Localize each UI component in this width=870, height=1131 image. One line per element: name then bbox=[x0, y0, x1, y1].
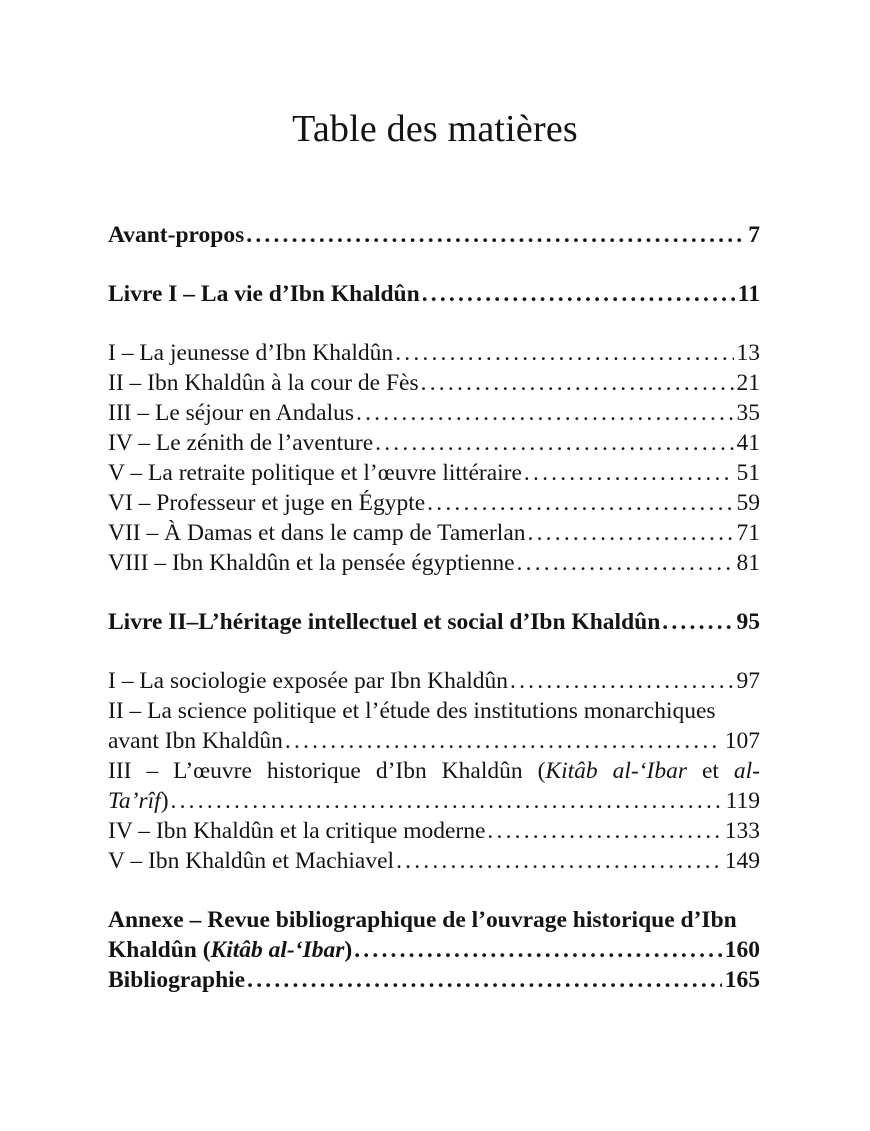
spacer bbox=[108, 578, 760, 607]
label-word: et bbox=[701, 758, 719, 784]
toc-entry-label bbox=[108, 756, 760, 786]
dot-leader bbox=[171, 786, 723, 816]
dot-leader bbox=[487, 816, 721, 846]
toc-entry-page: 119 bbox=[725, 788, 760, 814]
toc-entry-label: VI – Professeur et juge en Égypte bbox=[108, 490, 426, 516]
toc-entry-bibliographie[interactable] bbox=[108, 965, 760, 995]
toc-entry-chapter[interactable] bbox=[108, 458, 760, 488]
toc-entry-label: II – La science politique et l’étude des institutions monarchiques bbox=[108, 698, 716, 724]
dot-leader bbox=[517, 548, 734, 578]
toc-entry-page: 13 bbox=[736, 340, 760, 366]
dot-leader bbox=[247, 965, 722, 995]
dot-leader bbox=[356, 398, 733, 428]
toc-entry-annexe-line2[interactable] bbox=[108, 935, 760, 965]
dot-leader bbox=[422, 279, 735, 309]
dot-leader bbox=[396, 846, 722, 876]
toc-entry-label: Ta’rîf) bbox=[108, 788, 169, 814]
label-word: historique bbox=[266, 758, 361, 784]
dot-leader bbox=[510, 666, 733, 696]
toc-entry-chapter[interactable] bbox=[108, 368, 760, 398]
toc-entry-livre-2[interactable] bbox=[108, 607, 760, 637]
toc-entry-chapter-line2[interactable] bbox=[108, 726, 760, 756]
toc-entry-label: Khaldûn (Kitâb al-‘Ibar) bbox=[108, 937, 353, 963]
toc-entry-page: 11 bbox=[737, 281, 760, 307]
toc-entry-page: 97 bbox=[736, 668, 760, 694]
toc-entry-label: I – La jeunesse d’Ibn Khaldûn bbox=[108, 340, 394, 366]
toc-entry-label: VII – À Damas et dans le camp de Tamerlan bbox=[108, 520, 526, 546]
toc-entry-page: 133 bbox=[724, 818, 760, 844]
dot-leader bbox=[524, 458, 734, 488]
toc-entry-label: Livre II–L’héritage intellectuel et social d’Ibn Khaldûn bbox=[108, 609, 661, 635]
toc-entry-avant-propos[interactable] bbox=[108, 220, 760, 250]
toc-entry-label: Bibliographie bbox=[108, 967, 246, 993]
italic-title: Ta’rîf bbox=[108, 788, 161, 814]
toc-entry-chapter[interactable] bbox=[108, 518, 760, 548]
toc-entry-label: Avant-propos bbox=[108, 222, 245, 248]
dot-leader bbox=[395, 338, 733, 368]
label-word: al- bbox=[733, 758, 760, 784]
toc-entry-label: I – La sociologie exposée par Ibn Khaldûn bbox=[108, 668, 509, 694]
toc-entry-chapter[interactable] bbox=[108, 666, 760, 696]
toc-entry-livre-1[interactable] bbox=[108, 279, 760, 309]
label-word: Khaldûn bbox=[441, 758, 523, 784]
toc-entry-label: III – Le séjour en Andalus bbox=[108, 400, 355, 426]
label-word: (Kitâb bbox=[537, 758, 598, 784]
toc-entry-chapter[interactable] bbox=[108, 428, 760, 458]
toc-entry-chapter-line2[interactable] bbox=[108, 786, 760, 816]
toc-entry-chapter-line1[interactable] bbox=[108, 756, 760, 786]
toc-entry-page: 160 bbox=[724, 937, 760, 963]
toc-entry-label: V – La retraite politique et l’œuvre littéraire bbox=[108, 460, 522, 486]
toc-entry-annexe-line1[interactable] bbox=[108, 905, 760, 935]
italic-title: Kitâb al-‘Ibar bbox=[210, 937, 345, 963]
dot-leader bbox=[375, 428, 733, 458]
label-word: – bbox=[146, 758, 159, 784]
toc-entry-label: VIII – Ibn Khaldûn et la pensée égyptienne bbox=[108, 550, 515, 576]
table-of-contents bbox=[108, 220, 760, 995]
toc-entry-page: 95 bbox=[736, 609, 760, 635]
toc-entry-page: 59 bbox=[736, 490, 760, 516]
toc-entry-page: 149 bbox=[724, 848, 760, 874]
toc-entry-chapter[interactable] bbox=[108, 548, 760, 578]
toc-entry-chapter[interactable] bbox=[108, 846, 760, 876]
label-word: al-‘Ibar bbox=[612, 758, 687, 784]
toc-entry-chapter-line1[interactable] bbox=[108, 696, 760, 726]
toc-entry-chapter[interactable] bbox=[108, 816, 760, 846]
dot-leader bbox=[246, 220, 745, 250]
dot-leader bbox=[354, 935, 722, 965]
label-word: L’œuvre bbox=[173, 758, 252, 784]
toc-entry-page: 165 bbox=[724, 967, 760, 993]
toc-entry-label: IV – Ibn Khaldûn et la critique moderne bbox=[108, 818, 486, 844]
dot-leader bbox=[285, 726, 722, 756]
dot-leader bbox=[421, 368, 734, 398]
spacer bbox=[108, 309, 760, 338]
toc-entry-page: 41 bbox=[736, 430, 760, 456]
toc-entry-label: Annexe – Revue bibliographique de l’ouvrage historique d’Ibn bbox=[108, 907, 737, 933]
toc-entry-chapter[interactable] bbox=[108, 338, 760, 368]
toc-entry-page: 7 bbox=[748, 222, 760, 248]
toc-entry-label: IV – Le zénith de l’aventure bbox=[108, 430, 374, 456]
toc-entry-page: 71 bbox=[736, 520, 760, 546]
label-word: III bbox=[108, 758, 132, 784]
toc-entry-page: 21 bbox=[736, 370, 760, 396]
toc-entry-label: II – Ibn Khaldûn à la cour de Fès bbox=[108, 370, 419, 396]
toc-entry-page: 81 bbox=[736, 550, 760, 576]
toc-entry-page: 35 bbox=[736, 400, 760, 426]
toc-entry-label: Livre I – La vie d’Ibn Khaldûn bbox=[108, 281, 420, 307]
dot-leader bbox=[662, 607, 733, 637]
toc-entry-label: avant Ibn Khaldûn bbox=[108, 728, 283, 754]
toc-entry-chapter[interactable] bbox=[108, 398, 760, 428]
toc-entry-chapter[interactable] bbox=[108, 488, 760, 518]
toc-entry-label: V – Ibn Khaldûn et Machiavel bbox=[108, 848, 395, 874]
dot-leader bbox=[427, 488, 733, 518]
toc-entry-page: 51 bbox=[736, 460, 760, 486]
page-title: Table des matières bbox=[292, 108, 578, 150]
spacer bbox=[108, 876, 760, 905]
label-word: d’Ibn bbox=[375, 758, 427, 784]
dot-leader bbox=[528, 518, 734, 548]
spacer bbox=[108, 637, 760, 666]
spacer bbox=[108, 250, 760, 279]
toc-entry-page: 107 bbox=[724, 728, 760, 754]
